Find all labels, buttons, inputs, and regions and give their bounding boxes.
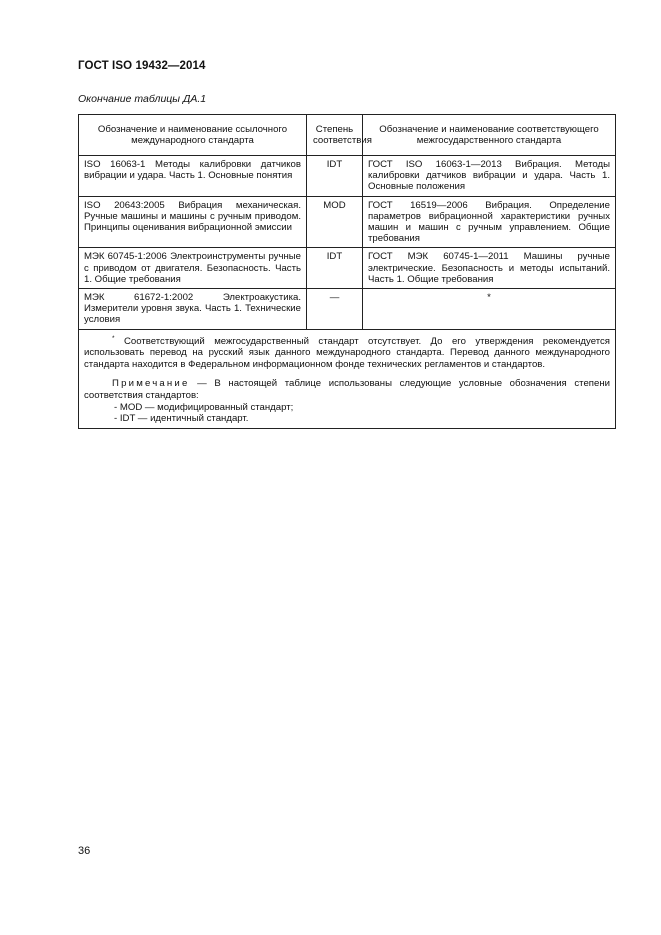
degree-cell: MOD — [307, 196, 363, 248]
header-degree: Степень соответствия — [307, 115, 363, 156]
table-caption: Окончание таблицы ДА.1 — [78, 93, 207, 105]
table-row — [79, 289, 616, 330]
note-item: - MOD — модифицированный стандарт; — [114, 401, 294, 413]
ref-standard-cell: ISO 20643:2005 Вибрация механическая. Ручные машины и машины с ручным приводом. Принципы оценивания вибрационной эмиссии — [79, 196, 307, 248]
note-label: Примечание — [112, 378, 190, 390]
standards-correspondence-table — [78, 114, 616, 429]
document-code: ГОСТ ISO 19432—2014 — [78, 60, 206, 72]
note-item: - IDT — идентичный стандарт. — [114, 413, 249, 425]
gost-standard-cell: ГОСТ 16519—2006 Вибрация. Определение параметров вибрационной характеристики ручных машин и машин с ручным управлением. Общие требования — [363, 196, 616, 248]
degree-cell: IDT — [307, 248, 363, 289]
note-list — [84, 402, 610, 425]
footnote-marker: * — [112, 334, 115, 342]
table-row — [79, 196, 616, 248]
table-row — [79, 248, 616, 289]
ref-standard-cell: ISO 16063-1 Методы калибровки датчиков вибрации и удара. Часть 1. Основные понятия — [79, 156, 307, 197]
degree-cell: — — [307, 289, 363, 330]
table-header-row — [79, 115, 616, 156]
footnote-text: Соответствующий межгосударственный стандарт отсутствует. До его утверждения рекомендуется использовать перевод на русский язык данного международного стандарта. Перевод данного международного стандарта находится в Федеральном информационном фонде технических регламентов и стандартов. — [84, 335, 610, 370]
note-text: — В настоящей таблице использованы следующие условные обозначения степени соответствия стандартов: — [84, 378, 610, 402]
page-number: 36 — [78, 845, 91, 857]
header-ref-standard: Обозначение и наименование ссылочного международного стандарта — [79, 115, 307, 156]
header-gost-standard: Обозначение и наименование соответствующего межгосударственного стандарта — [363, 115, 616, 156]
gost-standard-cell: * — [363, 289, 616, 330]
gost-standard-cell: ГОСТ МЭК 60745-1—2011 Машины ручные электрические. Безопасность и методы испытаний. Часть 1. Общие требования — [363, 248, 616, 289]
footnotes-cell — [79, 329, 616, 428]
table-row — [79, 156, 616, 197]
gost-standard-cell: ГОСТ ISO 16063-1—2013 Вибрация. Методы калибровки датчиков вибрации и удара. Часть 1. Основные положения — [363, 156, 616, 197]
note — [84, 378, 610, 401]
ref-standard-cell: МЭК 61672-1:2002 Электроакустика. Измерители уровня звука. Часть 1. Технические условия — [79, 289, 307, 330]
footnote — [84, 333, 610, 371]
degree-cell: IDT — [307, 156, 363, 197]
table-footnote-row — [79, 329, 616, 428]
ref-standard-cell: МЭК 60745-1:2006 Электроинструменты ручные с приводом от двигателя. Безопасность. Часть 1. Общие требования — [79, 248, 307, 289]
